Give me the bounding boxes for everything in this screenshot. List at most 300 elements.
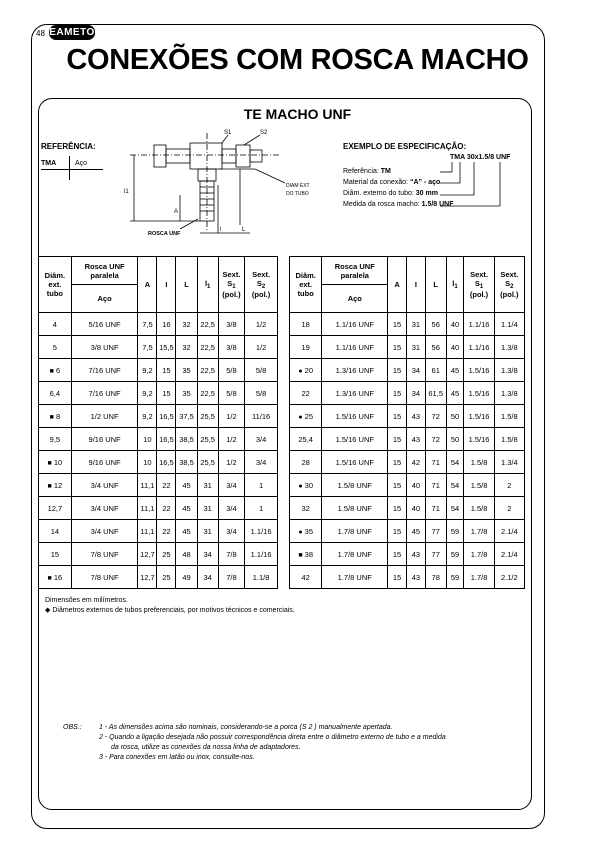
cell-i: 15: [157, 359, 176, 382]
diam-value: 35: [304, 526, 314, 536]
cell-s2: 1.5/8: [494, 428, 524, 451]
spec-code: TMA 30x1.5/8 UNF: [450, 154, 511, 161]
cell-diam: [290, 543, 322, 566]
cell-l1: 31: [197, 497, 218, 520]
cell-i: 16,5: [157, 451, 176, 474]
cell-rosca: 1.5/16 UNF: [322, 451, 388, 474]
col-s2: Sext. $S_2$ (pol.): [245, 257, 278, 313]
col-a: A: [138, 257, 157, 313]
cell-a: 11,1: [138, 474, 157, 497]
preferred-marker: ●: [298, 528, 303, 536]
diam-value: 22: [301, 388, 310, 398]
cell-a: 15: [388, 520, 407, 543]
spec-line: Diâm. externo do tubo: 30 mm: [343, 190, 438, 197]
cell-a: 10: [138, 428, 157, 451]
col-diam: Diâm. ext. tubo: [290, 257, 322, 313]
cell-l1: 45: [446, 382, 464, 405]
cell-diam: [39, 451, 72, 474]
diam-value: 6,4: [49, 388, 61, 398]
col-aco: Aço: [71, 285, 138, 313]
cell-a: 7,5: [138, 313, 157, 336]
diam-value: 25,4: [298, 434, 313, 444]
diam-value: 18: [301, 319, 310, 329]
cell-i: 16: [157, 313, 176, 336]
col-rosca: Rosca UNF paralela: [322, 257, 388, 285]
diam-value: 4: [52, 319, 57, 329]
table-row: [290, 336, 525, 359]
cell-s2: 1: [245, 474, 278, 497]
cell-l1: 54: [446, 474, 464, 497]
cell-l1: 22,5: [197, 313, 218, 336]
table-row: [290, 474, 525, 497]
cell-s2: 1.1/4: [494, 313, 524, 336]
table-row: [290, 451, 525, 474]
cell-l: 32: [176, 313, 197, 336]
col-aco: Aço: [322, 285, 388, 313]
cell-i: 15,5: [157, 336, 176, 359]
cell-l1: 22,5: [197, 336, 218, 359]
cell-rosca: 1.3/16 UNF: [322, 359, 388, 382]
table-row: [290, 543, 525, 566]
cell-a: 15: [388, 566, 407, 589]
cell-l1: 25,5: [197, 428, 218, 451]
obs-line: 2 - Quando a ligação desejada não possuir correspondência direta entre o diâmetro externo de tubo e a medida: [99, 734, 446, 741]
cell-a: 15: [388, 405, 407, 428]
col-l: L: [176, 257, 197, 313]
referencia-box: [41, 156, 103, 180]
obs-line: da rosca, utilize as conexões da nossa linha de adaptadores.: [111, 744, 301, 751]
cell-l1: 40: [446, 313, 464, 336]
preferred-marker: ■: [298, 551, 303, 559]
drawing-diam-line2: DO TUBO: [286, 191, 309, 197]
cell-l: 61,5: [425, 382, 446, 405]
divider: [69, 156, 70, 180]
obs-line: 1 - As dimensões acima são nominais, considerando-se a porca (S 2 ) manualmente apertada.: [99, 724, 393, 731]
cell-s2: 2: [494, 474, 524, 497]
cell-s2: 1.3/4: [494, 451, 524, 474]
cell-a: 9,2: [138, 359, 157, 382]
cell-l: 38,5: [176, 451, 197, 474]
cell-rosca: 7/16 UNF: [71, 382, 138, 405]
cell-s1: 1.7/8: [464, 520, 494, 543]
spec-line: Referência: TM: [343, 168, 391, 175]
drawing-diam-line1: DIAM EXT: [286, 183, 310, 189]
referencia-code: TMA: [41, 160, 57, 167]
cell-diam: [39, 543, 72, 566]
spec-line: Material da conexão: “A” - aço: [343, 179, 441, 186]
table-row: [39, 451, 278, 474]
preferred-marker: ■: [49, 367, 54, 375]
cell-rosca: 1.1/16 UNF: [322, 313, 388, 336]
cell-l: 61: [425, 359, 446, 382]
cell-s2: 2.1/4: [494, 520, 524, 543]
cell-i: 43: [406, 566, 425, 589]
preferred-marker: ■: [47, 482, 52, 490]
cell-s1: 1/2: [218, 405, 244, 428]
spec-lines: [343, 166, 454, 210]
cell-rosca: 3/4 UNF: [71, 520, 138, 543]
cell-s1: 3/8: [218, 313, 244, 336]
cell-s2: 1/2: [245, 336, 278, 359]
note-units: Dimensões em milímetros.: [45, 597, 128, 604]
cell-s1: 5/8: [218, 359, 244, 382]
table-row: [39, 313, 278, 336]
cell-s1: 1.1/16: [464, 313, 494, 336]
col-l1: $l_1$: [446, 257, 464, 313]
cell-l1: 25,5: [197, 405, 218, 428]
cell-s1: 3/4: [218, 497, 244, 520]
table-row: [290, 382, 525, 405]
cell-l: 48: [176, 543, 197, 566]
cell-rosca: 5/16 UNF: [71, 313, 138, 336]
cell-diam: [290, 474, 322, 497]
col-s2: Sext. $S_2$ (pol.): [494, 257, 524, 313]
tee-fitting-drawing: [120, 125, 320, 245]
observations: [63, 723, 446, 763]
cell-i: 43: [406, 428, 425, 451]
cell-l: 45: [176, 474, 197, 497]
diam-value: 32: [301, 503, 310, 513]
table-row: [39, 497, 278, 520]
cell-a: 15: [388, 543, 407, 566]
col-a: A: [388, 257, 407, 313]
cell-l1: 34: [197, 566, 218, 589]
table-row: [39, 520, 278, 543]
preferred-marker: ●: [298, 367, 303, 375]
cell-s1: 1.1/16: [464, 336, 494, 359]
cell-s2: 5/8: [245, 359, 278, 382]
cell-a: 15: [388, 313, 407, 336]
cell-rosca: 9/16 UNF: [71, 451, 138, 474]
diam-value: 5: [52, 342, 57, 352]
cell-s1: 1.5/16: [464, 428, 494, 451]
col-l1: $l_1$: [197, 257, 218, 313]
diam-value: 30: [304, 480, 314, 490]
brand-logo: EAMETO: [49, 27, 95, 38]
cell-s1: 1.5/16: [464, 382, 494, 405]
cell-l1: 59: [446, 520, 464, 543]
cell-a: 15: [388, 428, 407, 451]
cell-rosca: 3/4 UNF: [71, 474, 138, 497]
cell-s1: 1/2: [218, 451, 244, 474]
cell-l1: 40: [446, 336, 464, 359]
cell-a: 12,7: [138, 566, 157, 589]
drawing-l1-label: l1: [124, 189, 129, 195]
cell-i: 40: [406, 497, 425, 520]
cell-i: 22: [157, 497, 176, 520]
table-row: [290, 520, 525, 543]
obs-label: OBS.:: [63, 724, 82, 731]
cell-i: 16,5: [157, 428, 176, 451]
drawing-s2-label: S2: [260, 130, 268, 136]
cell-diam: [39, 359, 72, 382]
cell-rosca: 3/8 UNF: [71, 336, 138, 359]
col-s1: Sext. $S_1$ (pol.): [218, 257, 244, 313]
cell-s1: 1.5/8: [464, 451, 494, 474]
cell-l: 35: [176, 382, 197, 405]
cell-diam: [39, 497, 72, 520]
cell-rosca: 1.5/16 UNF: [322, 428, 388, 451]
cell-s1: 1.5/8: [464, 497, 494, 520]
cell-rosca: 1.5/8 UNF: [322, 474, 388, 497]
cell-s2: 1.1/16: [245, 520, 278, 543]
drawing-l-small-label: l: [220, 227, 222, 233]
cell-diam: [290, 497, 322, 520]
table-row: [39, 336, 278, 359]
preferred-marker: ■: [49, 413, 54, 421]
diam-value: 8: [55, 411, 61, 421]
cell-rosca: 1/2 UNF: [71, 405, 138, 428]
cell-diam: [39, 428, 72, 451]
cell-s1: 1.7/8: [464, 566, 494, 589]
cell-l1: 59: [446, 543, 464, 566]
cell-l: 45: [176, 520, 197, 543]
dimensions-table-right: [289, 256, 525, 589]
cell-diam: [290, 520, 322, 543]
cell-diam: [290, 566, 322, 589]
cell-i: 25: [157, 566, 176, 589]
spec-line: Medida da rosca macho: 1.5/8 UNF: [343, 201, 454, 208]
table-row: [39, 428, 278, 451]
cell-l: 77: [425, 520, 446, 543]
preferred-marker: ●: [298, 482, 303, 490]
cell-rosca: 7/16 UNF: [71, 359, 138, 382]
dimensions-table-left: [38, 256, 278, 589]
cell-diam: [290, 359, 322, 382]
cell-l1: 59: [446, 566, 464, 589]
cell-l1: 50: [446, 405, 464, 428]
cell-rosca: 1.7/8 UNF: [322, 566, 388, 589]
cell-s1: 3/4: [218, 474, 244, 497]
cell-rosca: 1.7/8 UNF: [322, 520, 388, 543]
cell-s2: 2.1/4: [494, 543, 524, 566]
diam-value: 19: [301, 342, 310, 352]
table-row: [290, 566, 525, 589]
cell-l: 77: [425, 543, 446, 566]
cell-l1: 22,5: [197, 359, 218, 382]
cell-i: 40: [406, 474, 425, 497]
cell-i: 25: [157, 543, 176, 566]
bullet-icon: ◆: [45, 607, 51, 614]
drawing-l-label: L: [242, 227, 246, 233]
diam-value: 15: [50, 549, 60, 559]
table-row: [39, 543, 278, 566]
cell-rosca: 1.5/8 UNF: [322, 497, 388, 520]
table-row: [290, 497, 525, 520]
cell-a: 15: [388, 359, 407, 382]
cell-s1: 7/8: [218, 543, 244, 566]
cell-s2: 5/8: [245, 382, 278, 405]
preferred-marker: ■: [47, 574, 52, 582]
cell-i: 22: [157, 474, 176, 497]
table-row: [39, 474, 278, 497]
cell-s2: 3/4: [245, 428, 278, 451]
cell-l: 37,5: [176, 405, 197, 428]
cell-a: 9,2: [138, 382, 157, 405]
cell-rosca: 1.7/8 UNF: [322, 543, 388, 566]
referencia-label: REFERÊNCIA:: [41, 142, 96, 151]
cell-a: 10: [138, 451, 157, 474]
col-diam: Diâm. ext. tubo: [39, 257, 72, 313]
cell-a: 12,7: [138, 543, 157, 566]
cell-l1: 22,5: [197, 382, 218, 405]
cell-s2: 2.1/2: [494, 566, 524, 589]
cell-l1: 45: [446, 359, 464, 382]
cell-diam: [290, 451, 322, 474]
col-l: L: [425, 257, 446, 313]
cell-l: 56: [425, 336, 446, 359]
cell-s1: 1.5/8: [464, 474, 494, 497]
cell-l1: 34: [197, 543, 218, 566]
col-rosca: Rosca UNF paralela: [71, 257, 138, 285]
cell-i: 22: [157, 520, 176, 543]
drawing-a-label: A: [174, 209, 179, 215]
diam-value: 9,5: [49, 434, 61, 444]
cell-i: 45: [406, 520, 425, 543]
cell-diam: [39, 405, 72, 428]
page-title: CONEXÕES COM ROSCA MACHO: [66, 44, 529, 76]
cell-l: 71: [425, 451, 446, 474]
cell-l: 71: [425, 474, 446, 497]
notes: [45, 596, 295, 616]
cell-i: 34: [406, 359, 425, 382]
cell-l: 38,5: [176, 428, 197, 451]
col-i: I: [406, 257, 425, 313]
cell-s2: 1.5/8: [494, 405, 524, 428]
cell-s2: 1/2: [245, 313, 278, 336]
table-row: [39, 359, 278, 382]
drawing-rosca-label: ROSCA UNF: [148, 231, 181, 237]
cell-s1: 1/2: [218, 428, 244, 451]
cell-rosca: 1.1/16 UNF: [322, 336, 388, 359]
referencia-material: Aço: [75, 160, 88, 167]
cell-s2: 11/16: [245, 405, 278, 428]
cell-s2: 3/4: [245, 451, 278, 474]
cell-diam: [39, 313, 72, 336]
table-row: [290, 405, 525, 428]
cell-i: 15: [157, 382, 176, 405]
cell-diam: [39, 336, 72, 359]
cell-i: 31: [406, 313, 425, 336]
cell-a: 15: [388, 474, 407, 497]
cell-l: 72: [425, 428, 446, 451]
cell-l: 49: [176, 566, 197, 589]
cell-s1: 1.5/16: [464, 405, 494, 428]
cell-i: 43: [406, 543, 425, 566]
table-row: [290, 428, 525, 451]
page-number: 48: [36, 29, 45, 38]
cell-rosca: 1.5/16 UNF: [322, 405, 388, 428]
preferred-marker: ■: [47, 459, 52, 467]
diam-value: 20: [304, 365, 314, 375]
diam-value: 16: [53, 572, 63, 582]
cell-l: 35: [176, 359, 197, 382]
cell-s1: 5/8: [218, 382, 244, 405]
table-row: [290, 313, 525, 336]
cell-s1: 1.7/8: [464, 543, 494, 566]
cell-a: 9,2: [138, 405, 157, 428]
cell-l: 72: [425, 405, 446, 428]
cell-s2: 2: [494, 497, 524, 520]
cell-rosca: 3/4 UNF: [71, 497, 138, 520]
cell-i: 34: [406, 382, 425, 405]
cell-l: 71: [425, 497, 446, 520]
obs-line: 3 - Para conexões em latão ou inox, consulte-nos.: [99, 754, 255, 761]
cell-s2: 1.3/8: [494, 336, 524, 359]
cell-i: 16,5: [157, 405, 176, 428]
cell-l: 32: [176, 336, 197, 359]
col-i: I: [157, 257, 176, 313]
cell-l1: 50: [446, 428, 464, 451]
diam-value: 10: [53, 457, 63, 467]
table-row: [39, 566, 278, 589]
cell-l1: 25,5: [197, 451, 218, 474]
cell-i: 42: [406, 451, 425, 474]
diam-value: 12,7: [47, 503, 63, 513]
diam-value: 38: [304, 549, 314, 559]
diam-value: 14: [50, 526, 60, 536]
cell-l: 56: [425, 313, 446, 336]
cell-rosca: 7/8 UNF: [71, 543, 138, 566]
cell-l1: 31: [197, 520, 218, 543]
cell-a: 15: [388, 497, 407, 520]
cell-i: 31: [406, 336, 425, 359]
diam-value: 25: [304, 411, 314, 421]
cell-diam: [39, 566, 72, 589]
cell-diam: [290, 405, 322, 428]
cell-l: 78: [425, 566, 446, 589]
cell-l: 45: [176, 497, 197, 520]
spec-title: EXEMPLO DE ESPECIFICAÇÃO:: [343, 142, 467, 151]
cell-l1: 31: [197, 474, 218, 497]
cell-a: 7,5: [138, 336, 157, 359]
diam-value: 42: [301, 572, 310, 582]
cell-a: 15: [388, 336, 407, 359]
cell-s1: 7/8: [218, 566, 244, 589]
cell-diam: [39, 520, 72, 543]
spec-connector-lines: [440, 160, 530, 215]
cell-a: 15: [388, 382, 407, 405]
cell-rosca: 7/8 UNF: [71, 566, 138, 589]
col-s1: Sext. $S_1$ (pol.): [464, 257, 494, 313]
cell-diam: [290, 313, 322, 336]
diam-value: 12: [53, 480, 63, 490]
cell-l1: 54: [446, 451, 464, 474]
cell-s1: 3/4: [218, 520, 244, 543]
divider: [41, 169, 103, 170]
cell-diam: [290, 382, 322, 405]
cell-diam: [290, 428, 322, 451]
drawing-s1-label: S1: [224, 130, 232, 136]
diam-value: 28: [301, 457, 310, 467]
table-row: [39, 382, 278, 405]
section-title: TE MACHO UNF: [243, 106, 352, 122]
cell-diam: [39, 382, 72, 405]
cell-s2: 1: [245, 497, 278, 520]
cell-i: 43: [406, 405, 425, 428]
cell-a: 15: [388, 451, 407, 474]
table-row: [39, 405, 278, 428]
diam-value: 6: [55, 365, 61, 375]
cell-s1: 3/8: [218, 336, 244, 359]
cell-s1: 1.5/16: [464, 359, 494, 382]
cell-s2: 1.1/8: [245, 566, 278, 589]
cell-rosca: 9/16 UNF: [71, 428, 138, 451]
cell-diam: [39, 474, 72, 497]
cell-a: 11,1: [138, 520, 157, 543]
table-row: [290, 359, 525, 382]
cell-s2: 1.3/8: [494, 359, 524, 382]
